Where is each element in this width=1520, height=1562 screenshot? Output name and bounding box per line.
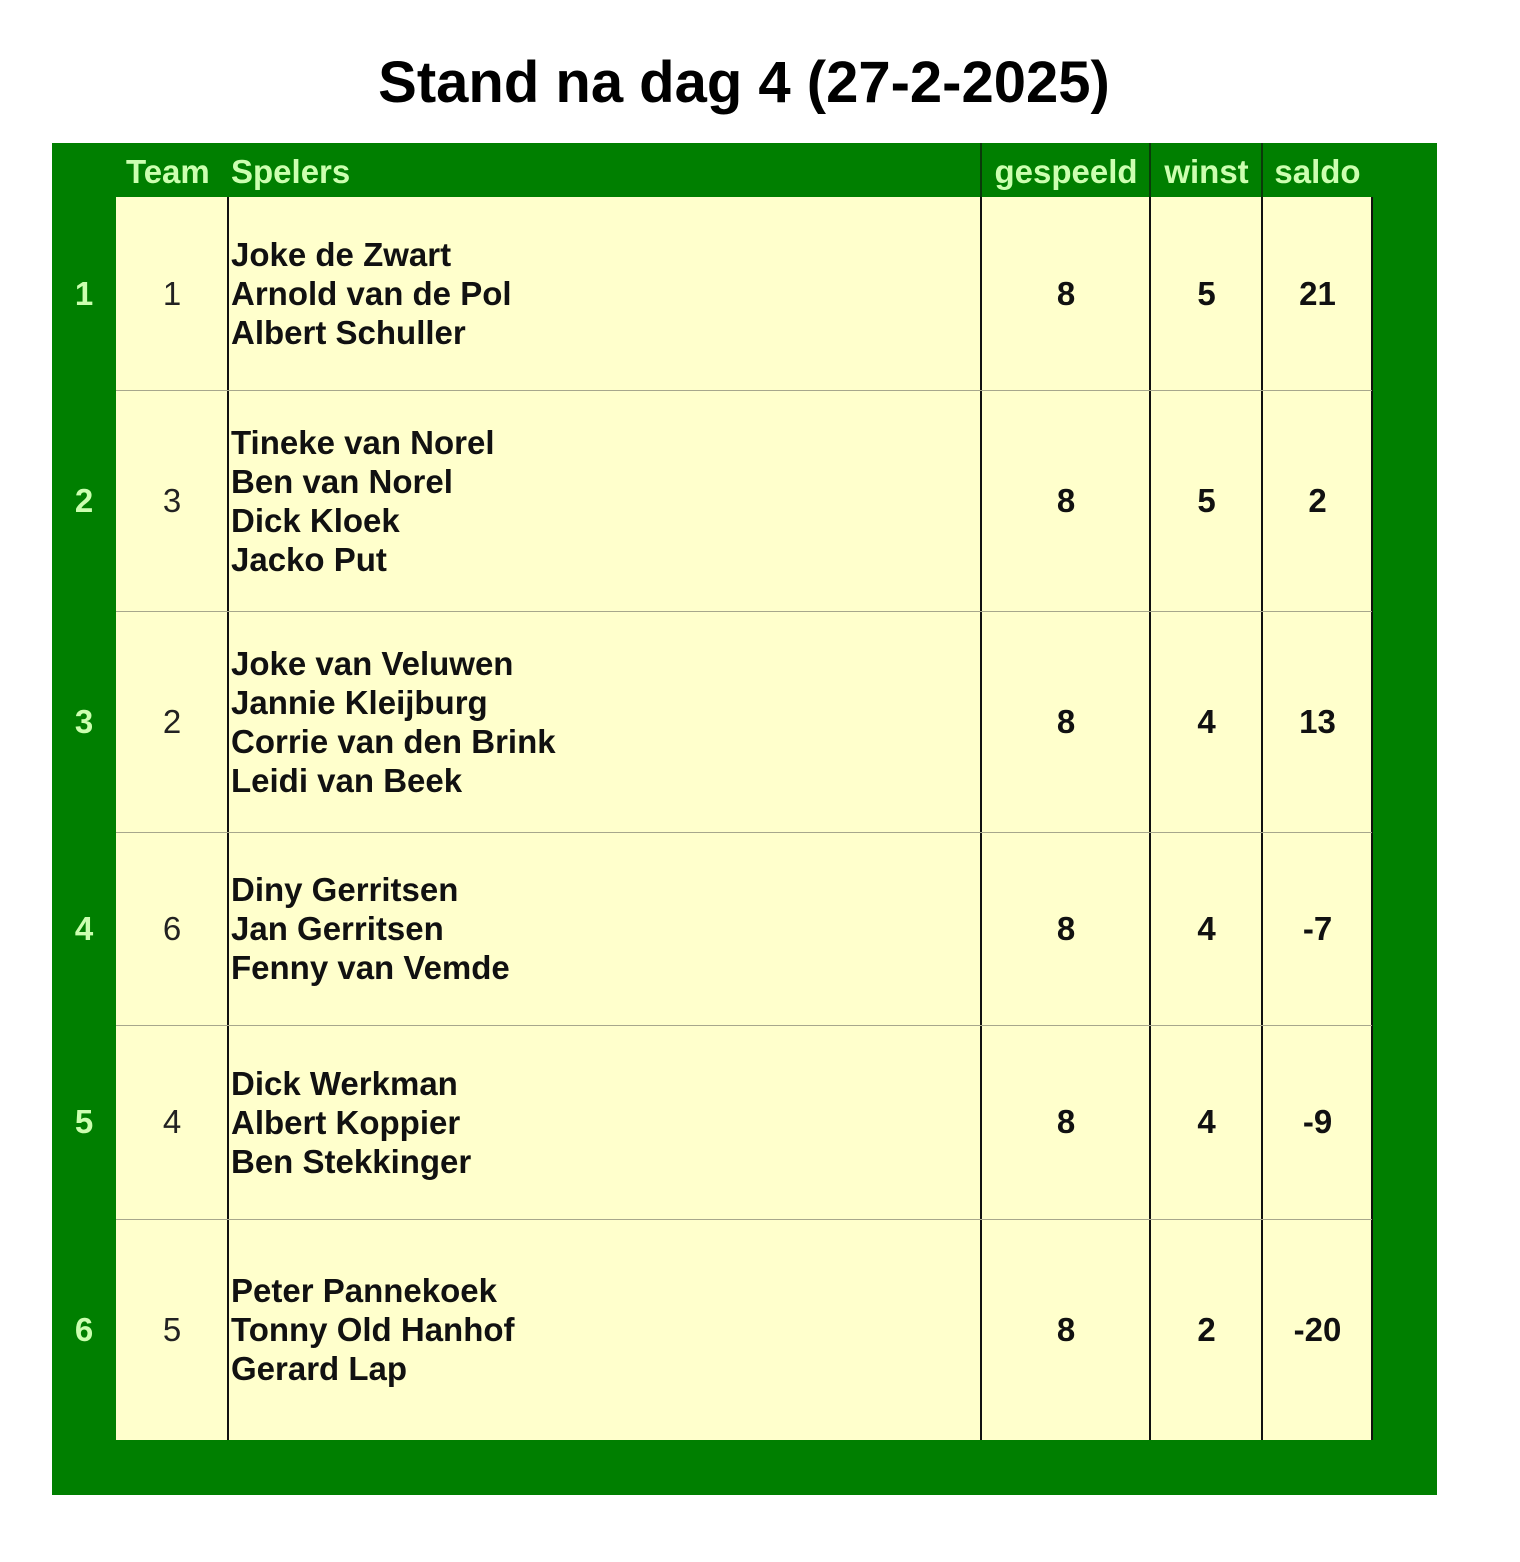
rank-cell: 1 [74, 274, 94, 312]
player-name: Tineke van Norel [231, 423, 495, 461]
players-cell [231, 197, 971, 390]
players-cell [231, 1219, 971, 1440]
player-name: Albert Koppier [231, 1103, 461, 1141]
saldo-cell: 21 [1299, 274, 1336, 312]
table-row [52, 197, 1372, 390]
header-divider [1261, 143, 1263, 197]
rank-cell: 5 [74, 1103, 94, 1140]
rank-cell: 3 [74, 702, 94, 740]
rank-cell: 2 [74, 481, 94, 519]
winst-cell: 5 [1197, 481, 1216, 519]
header-team: Team [126, 153, 210, 190]
team-cell: 6 [162, 909, 182, 947]
table-row [52, 611, 1372, 832]
header-divider [1149, 143, 1151, 197]
player-name: Ben van Norel [231, 462, 453, 500]
rank-cell: 4 [74, 909, 94, 947]
player-name: Diny Gerritsen [231, 871, 459, 908]
header-spelers: Spelers [231, 153, 351, 190]
saldo-cell: -20 [1293, 1310, 1342, 1348]
team-cell: 4 [162, 1103, 182, 1140]
player-name: Jannie Kleijburg [231, 683, 488, 721]
rank-cell: 6 [74, 1310, 94, 1348]
player-name: Tonny Old Hanhof [231, 1311, 515, 1348]
gespeeld-cell: 8 [1056, 702, 1076, 740]
gespeeld-cell: 8 [1056, 1103, 1076, 1140]
team-cell: 3 [162, 481, 182, 519]
table-row [52, 1219, 1372, 1440]
player-name: Arnold van de Pol [231, 275, 512, 312]
player-name: Jacko Put [231, 540, 387, 578]
saldo-cell: -7 [1302, 909, 1333, 947]
table-row [52, 832, 1372, 1025]
player-name: Dick Kloek [231, 501, 400, 539]
winst-cell: 2 [1197, 1310, 1216, 1348]
team-cell: 2 [162, 702, 182, 740]
player-name: Joke de Zwart [231, 236, 452, 273]
player-name: Albert Schuller [231, 314, 466, 351]
players-cell [231, 611, 971, 832]
gespeeld-cell: 8 [1056, 1310, 1076, 1348]
header-saldo: saldo [1274, 153, 1361, 190]
player-name: Fenny van Vemde [231, 949, 510, 986]
player-name: Dick Werkman [231, 1064, 458, 1102]
header-winst: winst [1164, 153, 1249, 190]
player-name: Ben Stekkinger [231, 1142, 472, 1180]
team-cell: 1 [162, 274, 182, 312]
winst-cell: 5 [1197, 274, 1216, 312]
team-cell: 5 [162, 1310, 182, 1348]
players-cell [231, 1025, 971, 1219]
winst-cell: 4 [1197, 1103, 1216, 1140]
player-name: Leidi van Beek [231, 761, 463, 799]
player-name: Peter Pannekoek [231, 1272, 497, 1309]
saldo-cell: 13 [1299, 702, 1336, 740]
table-row [52, 1025, 1372, 1219]
winst-cell: 4 [1197, 702, 1216, 740]
player-name: Jan Gerritsen [231, 910, 444, 947]
player-name: Corrie van den Brink [231, 722, 556, 760]
player-name: Gerard Lap [231, 1350, 408, 1387]
players-cell [231, 832, 971, 1025]
saldo-cell: -9 [1302, 1103, 1333, 1140]
page-title: Stand na dag 4 (27-2-2025) [378, 50, 1110, 115]
gespeeld-cell: 8 [1056, 274, 1076, 312]
gespeeld-cell: 8 [1056, 909, 1076, 947]
header-gespeeld: gespeeld [994, 153, 1138, 190]
table-row [52, 390, 1372, 611]
header-divider [980, 143, 982, 197]
gespeeld-cell: 8 [1056, 481, 1076, 519]
players-cell [231, 390, 971, 611]
saldo-cell: 2 [1308, 481, 1327, 519]
winst-cell: 4 [1197, 909, 1216, 947]
player-name: Joke van Veluwen [231, 644, 514, 682]
